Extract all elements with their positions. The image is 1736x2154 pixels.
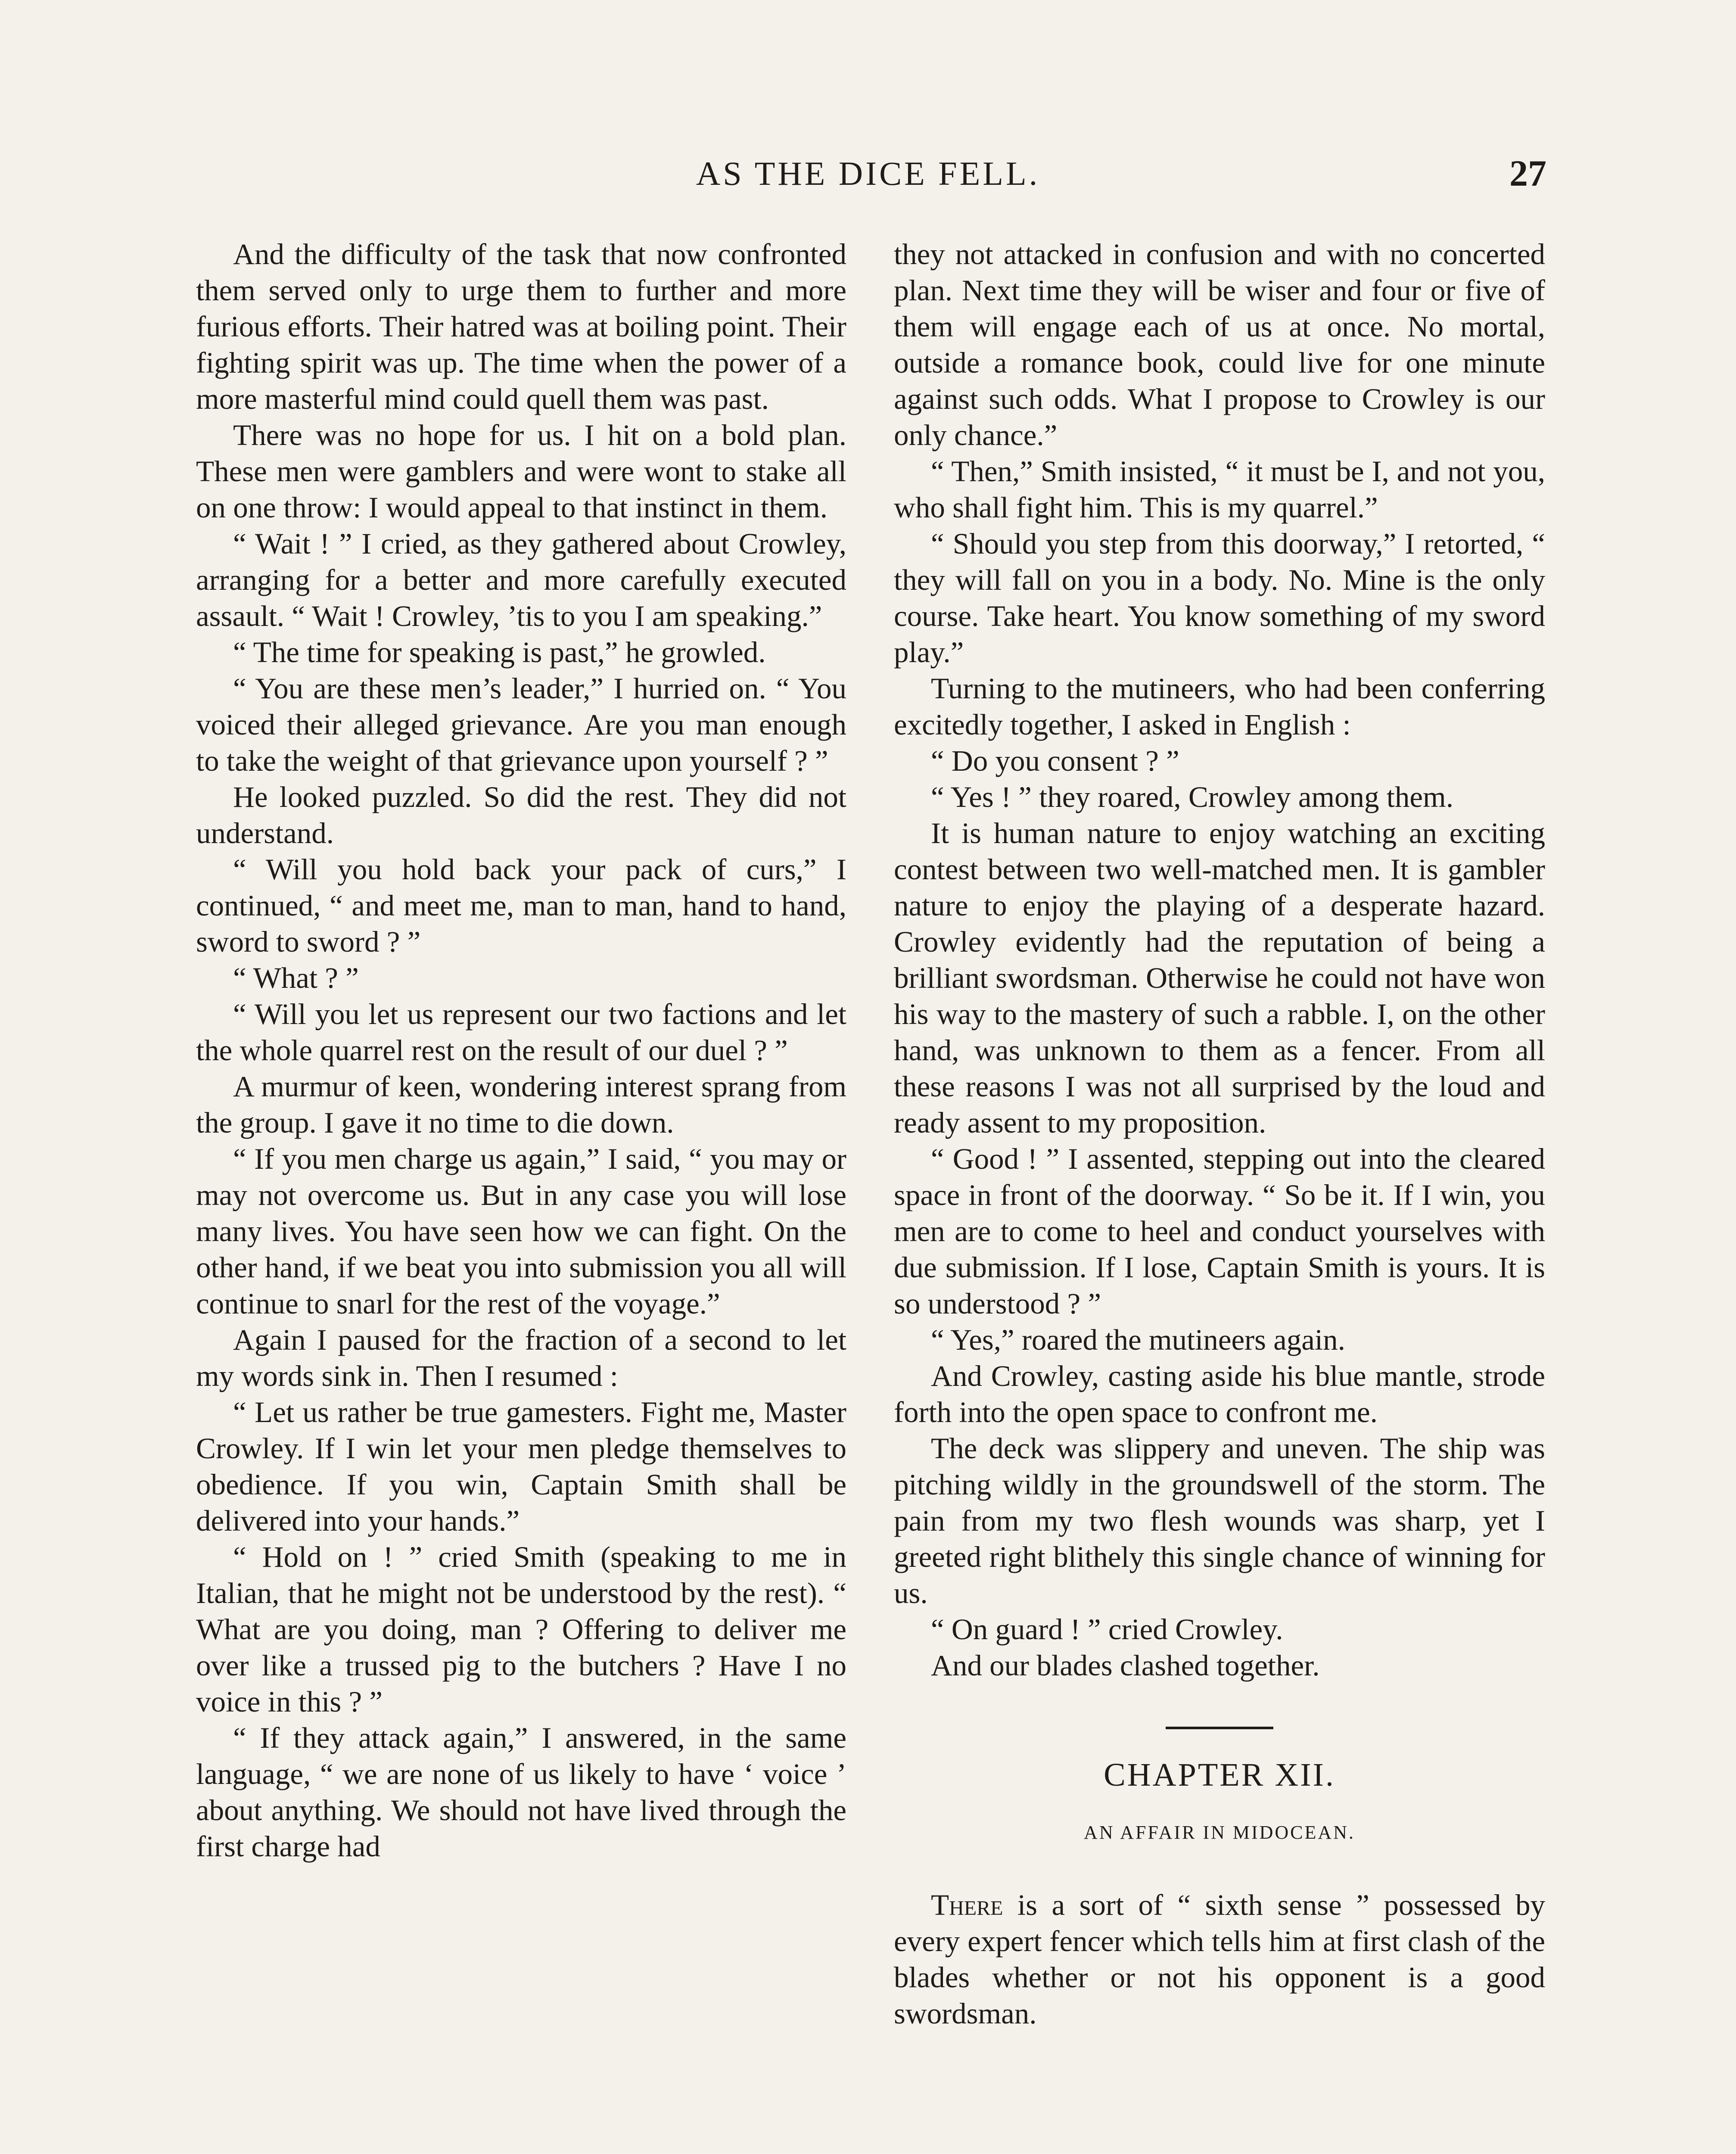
chapter-title: CHAPTER XII. <box>1104 1757 1335 1793</box>
paragraph: “ Then,” Smith insisted, “ it must be I, and not you, who shall fight him. This is my quarrel.” <box>894 455 1545 524</box>
paragraph: “ If they attack again,” I answered, in the same language, “ we are none of us likely to have ‘ voice ’ about anything. We should not have lived through the first charge had <box>196 1721 846 1863</box>
chapter-subtitle: AN AFFAIR IN MIDOCEAN. <box>1084 1822 1355 1843</box>
paragraph: “ If you men charge us again,” I said, “ you may or may not overcome us. But in any case you will lose many lives. You have seen how we can fight. On the other hand, if we beat you into submission you all will continue to snarl for the rest of the voyage.” <box>196 1142 846 1320</box>
paragraph: “ Wait ! ” I cried, as they gathered about Crowley, arranging for a better and more carefully executed assault. “ Wait ! Crowley, ’tis to you I am speaking.” <box>196 527 846 632</box>
paragraph: “ Good ! ” I assented, stepping out into the cleared space in front of the doorway. “ So be it. If I win, you men are to come to heel and conduct yourselves with due submission. If I lose, Captain Smith is yours. It is so understood ? ” <box>894 1142 1545 1320</box>
paragraph: “ Will you hold back your pack of curs,” I continued, “ and meet me, man to man, hand to hand, sword to sword ? ” <box>196 853 846 958</box>
paragraph: Turning to the mutineers, who had been conferring excitedly together, I asked in English : <box>894 672 1545 741</box>
opening-word: There <box>931 1889 1003 1921</box>
paragraph: “ The time for speaking is past,” he growled. <box>233 636 766 669</box>
left-column <box>196 236 846 1865</box>
paragraph: “ You are these men’s leader,” I hurried on. “ You voiced their alleged grievance. Are you man enough to take the weight of that grievance upon yourself ? ” <box>196 672 846 777</box>
paragraph: He looked puzzled. So did the rest. They did not understand. <box>196 781 846 850</box>
paragraph: “ Yes,” roared the mutineers again. <box>931 1323 1345 1356</box>
paragraph: It is human nature to enjoy watching an exciting contest between two well-matched men. It is gambler nature to enjoy the playing of a desperate hazard. Crowley evidently had the reputation of being a brilliant swordsman. Otherwise he could not have won his way to the mastery of such a rabble. I, on the other hand, was unknown to them as a fencer. From all these reasons I was not all surprised by the loud and ready assent to my proposition. <box>894 817 1545 1139</box>
paragraph: Again I paused for the fraction of a second to let my words sink in. Then I resumed : <box>196 1323 846 1392</box>
paragraph: And the difficulty of the task that now confronted them served only to urge them to further and more furious efforts. Their hatred was at boiling point. Their fighting spirit was up. The time when the power of a more masterful mind could quell them was past. <box>196 238 847 415</box>
paragraph: A murmur of keen, wondering interest sprang from the group. I gave it no time to die down. <box>196 1070 846 1139</box>
running-title: AS THE DICE FELL. <box>696 155 1040 192</box>
paragraph: There was no hope for us. I hit on a bold plan. These men were gamblers and were wont to stake all on one throw: I would appeal to that instinct in them. <box>196 419 846 524</box>
page-header <box>0 154 1736 206</box>
paragraph: And Crowley, casting aside his blue mantle, strode forth into the open space to confront me. <box>894 1360 1545 1429</box>
paragraph: they not attacked in confusion and with no concerted plan. Next time they will be wiser and four or five of them will engage each of us at once. No mortal, outside a romance book, could live for one minute against such odds. What I propose to Crowley is our only chance.” <box>894 238 1545 451</box>
paragraph: “ On guard ! ” cried Crowley. <box>931 1613 1283 1646</box>
paragraph: “ Do you consent ? ” <box>931 744 1179 777</box>
right-column <box>894 236 1545 2032</box>
chapter-opening-paragraph <box>894 1887 1545 2032</box>
section-divider <box>1166 1727 1273 1729</box>
paragraph: “ Should you step from this doorway,” I retorted, “ they will fall on you in a body. No. Mine is the only course. Take heart. You know something of my sword play.” <box>894 527 1545 669</box>
paragraph: “ Hold on ! ” cried Smith (speaking to me in Italian, that he might not be understood by the rest). “ What are you doing, man ? Offering to deliver me over like a trussed pig to the butchers ? Have I no voice in this ? ” <box>196 1541 846 1718</box>
paragraph: “ What ? ” <box>233 962 359 994</box>
paragraph: “ Will you let us represent our two factions and let the whole quarrel rest on the result of our duel ? ” <box>196 998 846 1067</box>
paragraph: “ Yes ! ” they roared, Crowley among them. <box>931 781 1453 813</box>
opening-text: is a sort of “ sixth sense ” possessed by every expert fencer which tells him at first clash of the blades whether or not his opponent is a good swordsman. <box>894 1889 1545 2030</box>
paragraph: “ Let us rather be true gamesters. Fight me, Master Crowley. If I win let your men pledge themselves to obedience. If you win, Captain Smith shall be delivered into your hands.” <box>196 1396 846 1537</box>
paragraph: The deck was slippery and uneven. The ship was pitching wildly in the groundswell of the storm. The pain from my two flesh wounds was sharp, yet I greeted right blithely this single chance of winning for us. <box>894 1432 1545 1609</box>
paragraph: And our blades clashed together. <box>931 1649 1320 1682</box>
page-number: 27 <box>1509 153 1546 194</box>
